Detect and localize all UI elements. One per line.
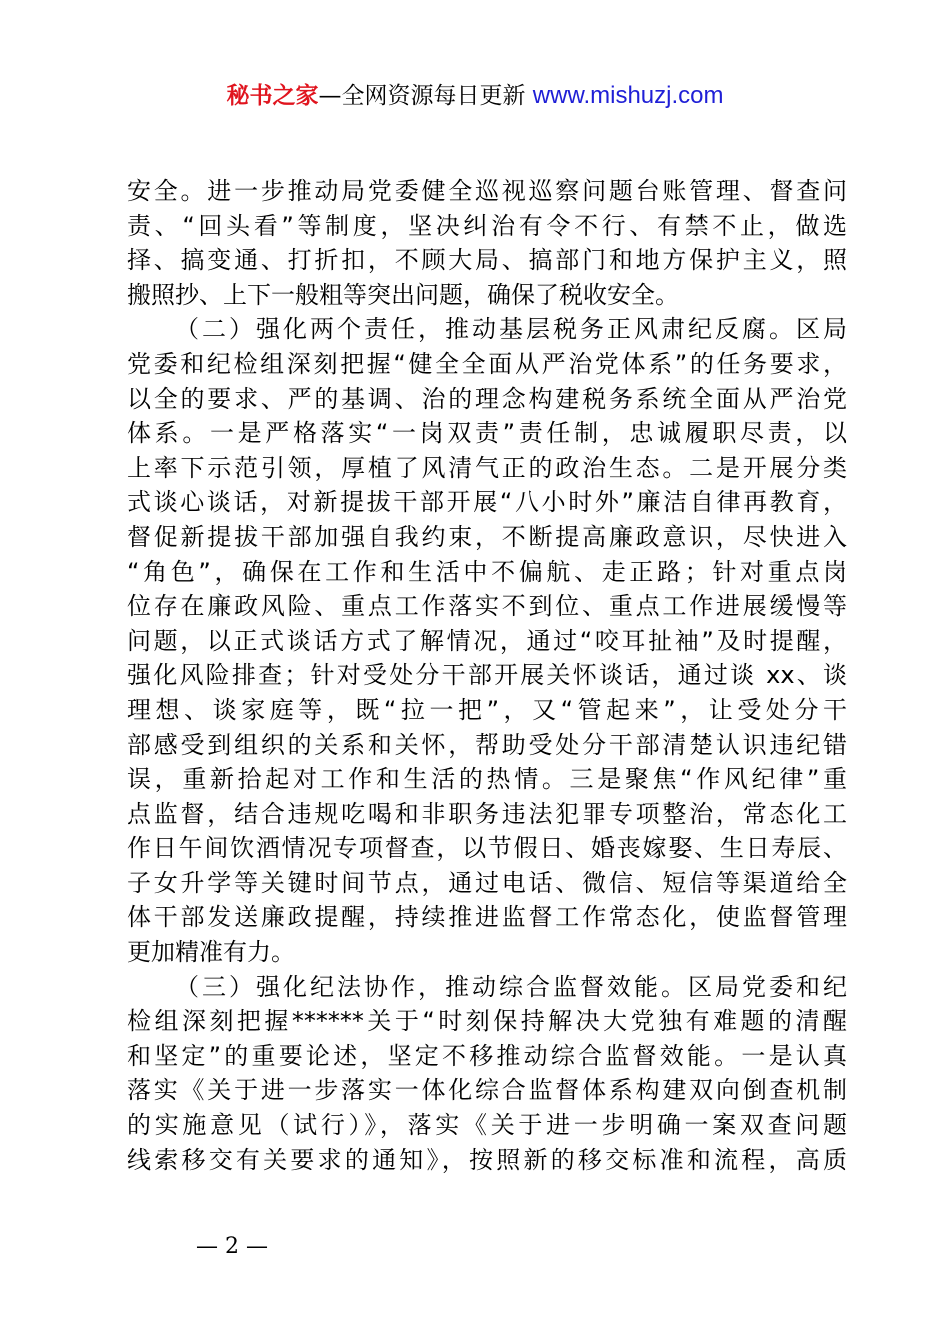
paragraph-start-line: （三）强化纪法协作，推动综合监督效能。区局党委和纪 xyxy=(175,972,847,1001)
text-line: 体系。一是严格落实“一岗双责”责任制，忠诚履职尽责，以 xyxy=(127,419,847,448)
page-number: — 2 — xyxy=(196,1234,268,1259)
text-line: 责、“回头看”等制度，坚决纠治有令不行、有禁不止，做选 xyxy=(127,211,847,240)
text-line: 位存在廉政风险、重点工作落实不到位、重点工作进展缓慢等 xyxy=(127,592,847,621)
paragraph-start-line: （二）强化两个责任，推动基层税务正风肃纪反腐。区局 xyxy=(175,315,847,344)
text-line: 线索移交有关要求的通知》，按照新的移交标准和流程，高质 xyxy=(127,1145,847,1174)
text-line: 误，重新拾起对工作和生活的热情。三是聚焦“作风纪律”重 xyxy=(127,765,847,794)
brand-name: 秘书之家 xyxy=(226,83,319,109)
text-line: 督促新提拔干部加强自我约束，不断提高廉政意识，尽快进入 xyxy=(127,522,847,551)
text-line: 择、搞变通、打折扣，不顾大局、搞部门和地方保护主义，照 xyxy=(127,246,847,275)
text-line: 党委和纪检组深刻把握“健全全面从严治党体系”的任务要求， xyxy=(127,349,847,378)
text-line: 问题，以正式谈话方式了解情况，通过“咬耳扯袖”及时提醒， xyxy=(127,626,847,655)
site-header xyxy=(0,80,950,112)
text-line: 理想、谈家庭等，既“拉一把”，又“管起来”，让受处分干 xyxy=(127,695,847,724)
text-line: 强化风险排查；针对受处分干部开展关怀谈话，通过谈 xx、谈 xyxy=(127,661,847,690)
text-line: 子女升学等关键时间节点，通过电话、微信、短信等渠道给全 xyxy=(127,868,847,897)
site-url-link[interactable]: www.mishuzj.com xyxy=(532,82,724,109)
text-line: 体干部发送廉政提醒，持续推进监督工作常态化，使监督管理 xyxy=(127,903,847,932)
document-body xyxy=(127,174,847,1177)
text-line: 上率下示范引领，厚植了风清气正的政治生态。二是开展分类 xyxy=(127,453,847,482)
text-line: 式谈心谈话，对新提拔干部开展“八小时外”廉洁自律再教育， xyxy=(127,488,847,517)
text-line: “角色”，确保在工作和生活中不偏航、走正路；针对重点岗 xyxy=(127,557,847,586)
text-line: 和坚定”的重要论述，坚定不移推动综合监督效能。一是认真 xyxy=(127,1041,847,1070)
text-line: 部感受到组织的关系和关怀，帮助受处分干部清楚认识违纪错 xyxy=(127,730,847,759)
text-line: 的实施意见（试行）》，落实《关于进一步明确一案双查问题 xyxy=(127,1111,847,1140)
header-tagline: —全网资源每日更新 xyxy=(318,83,533,109)
text-line: 以全的要求、严的基调、治的理念构建税务系统全面从严治党 xyxy=(127,384,847,413)
text-line: 落实《关于进一步落实一体化综合监督体系构建双向倒查机制 xyxy=(127,1076,847,1105)
text-line: 检组深刻把握******关于“时刻保持解决大党独有难题的清醒 xyxy=(127,1007,847,1036)
text-line: 安全。进一步推动局党委健全巡视巡察问题台账管理、督查问 xyxy=(127,177,847,205)
text-line: 作日午间饮酒情况专项督查，以节假日、婚丧嫁娶、生日寿辰、 xyxy=(127,834,847,863)
text-line: 更加精准有力。 xyxy=(127,938,295,967)
text-line: 搬照抄、上下一般粗等突出问题，确保了税收安全。 xyxy=(127,280,679,309)
text-line: 点监督，结合违规吃喝和非职务违法犯罪专项整治，常态化工 xyxy=(127,799,847,828)
